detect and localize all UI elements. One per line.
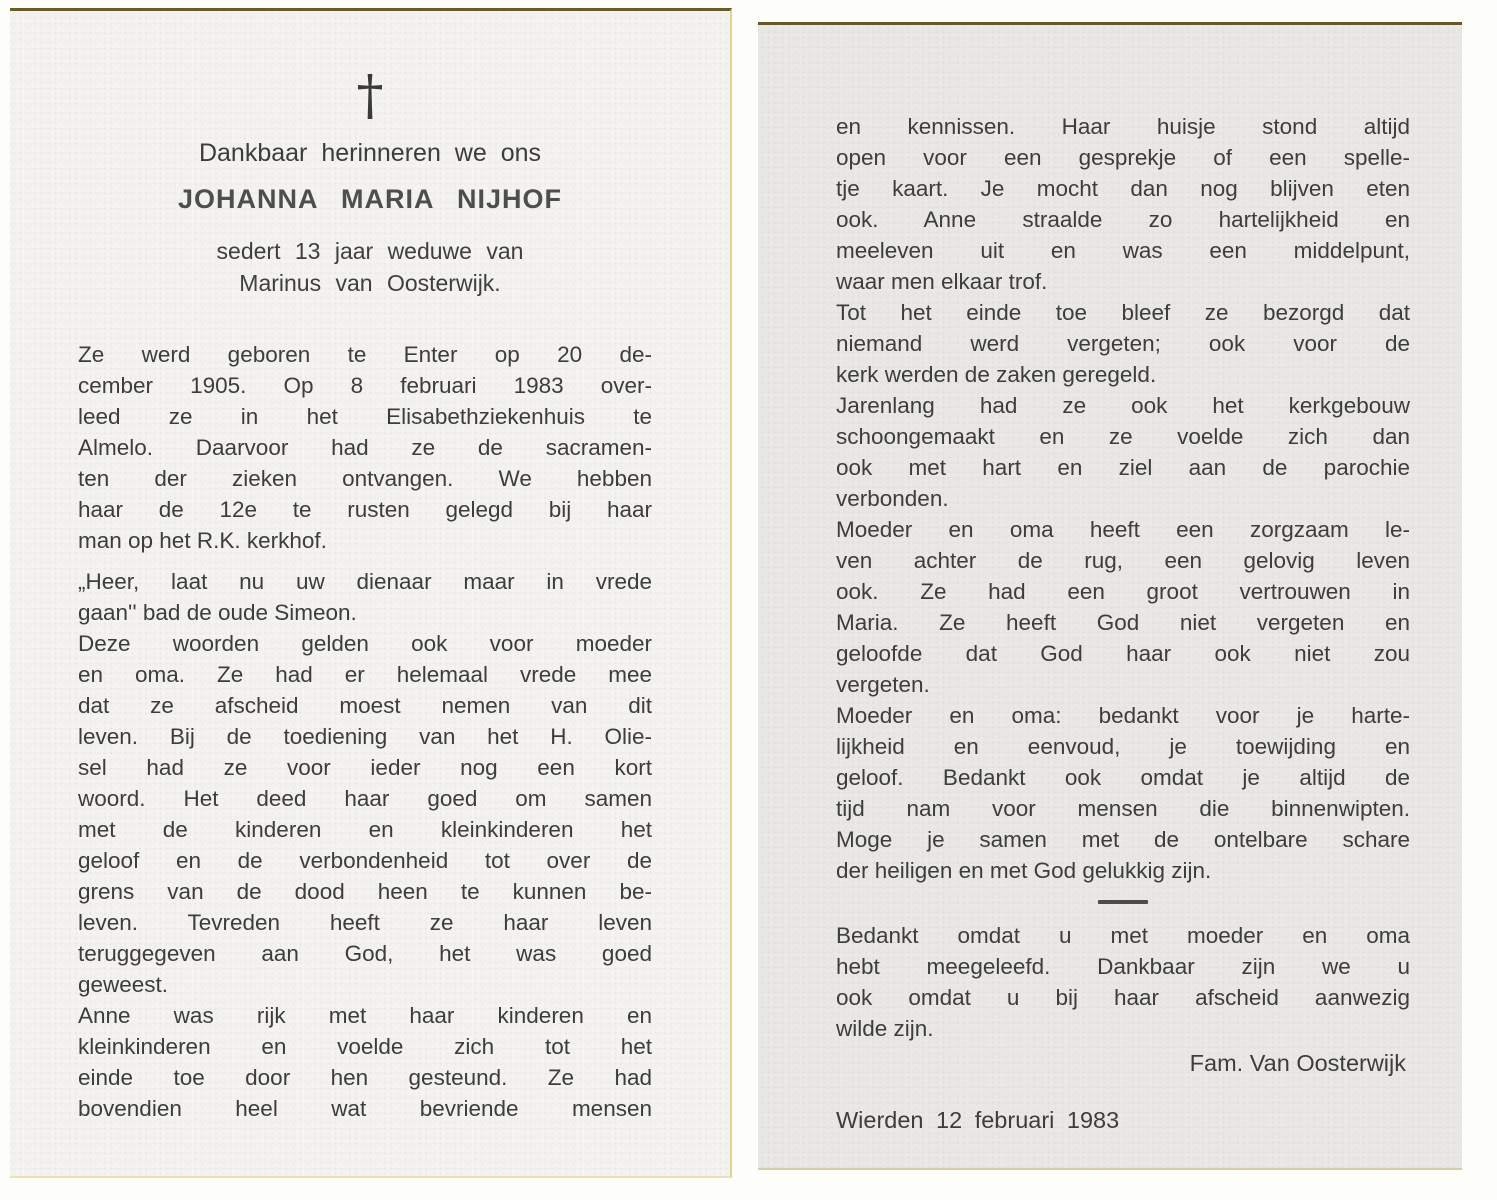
text-line: schoongemaakt en ze voelde zich dan <box>836 424 1410 449</box>
paragraph <box>836 514 1410 700</box>
text-line: Moeder en oma: bedankt voor je harte- <box>836 703 1410 728</box>
widow-subtitle <box>10 235 730 299</box>
text-line: der heiligen en met God gelukkig zijn. <box>836 858 1212 883</box>
text-line: tje kaart. Je mocht dan nog blijven eten <box>836 176 1410 201</box>
text-line: Tot het einde toe bleef ze bezorgd dat <box>836 300 1410 325</box>
paragraph <box>78 339 652 556</box>
text-line: haar de 12e te rusten gelegd bij haar <box>78 497 652 522</box>
text-line: ten der zieken ontvangen. We hebben <box>78 466 652 491</box>
text-line: einde toe door hen gesteund. Ze had <box>78 1065 652 1090</box>
section-divider <box>1098 900 1148 904</box>
subtitle-line-2: Marinus van Oosterwijk. <box>239 270 501 296</box>
text-line: wilde zijn. <box>836 1016 934 1041</box>
text-line: bovendien heel wat bevriende mensen <box>78 1096 652 1121</box>
paragraph <box>836 920 1410 1044</box>
text-line: open voor een gesprekje of een spelle- <box>836 145 1410 170</box>
text-line: geloof en de verbondenheid tot over de <box>78 848 652 873</box>
text-line: Moeder en oma heeft een zorgzaam le- <box>836 517 1410 542</box>
text-line: dat ze afscheid moest nemen van dit <box>78 693 652 718</box>
text-line: ook met hart en ziel aan de parochie <box>836 455 1410 480</box>
family-signature: Fam. Van Oosterwijk <box>1189 1050 1406 1076</box>
text-line: man op het R.K. kerkhof. <box>78 528 327 553</box>
text-line: en kennissen. Haar huisje stond altijd <box>836 114 1410 139</box>
text-line: grens van de dood heen te kunnen be- <box>78 879 652 904</box>
intro-text: Dankbaar herinneren we ons <box>198 139 542 167</box>
paragraph <box>836 700 1410 886</box>
text-line: waar men elkaar trof. <box>836 269 1048 294</box>
text-line: geloof. Bedankt ook omdat je altijd de <box>836 765 1410 790</box>
paragraph <box>836 297 1410 390</box>
cross-icon: † <box>356 64 384 127</box>
text-line: ook. Ze had een groot vertrouwen in <box>836 579 1410 604</box>
right-page-paragraphs <box>836 111 1410 886</box>
paragraph <box>836 111 1410 297</box>
text-line: niemand werd vergeten; ook voor de <box>836 331 1410 356</box>
text-line: hebt meegeleefd. Dankbaar zijn we u <box>836 954 1410 979</box>
text-line: Maria. Ze heeft God niet vergeten en <box>836 610 1410 635</box>
text-line: tijd nam voor mensen die binnenwipten. <box>836 796 1410 821</box>
text-line: Bedankt omdat u met moeder en oma <box>836 923 1410 948</box>
text-line: leven. Tevreden heeft ze haar leven <box>78 910 652 935</box>
text-line: lijkheid en eenvoud, je toewijding en <box>836 734 1410 759</box>
text-line: Anne was rijk met haar kinderen en <box>78 1003 652 1028</box>
text-line: teruggegeven aan God, het was goed <box>78 941 652 966</box>
text-line: Moge je samen met de ontelbare schare <box>836 827 1410 852</box>
text-line: ven achter de rug, een gelovig leven <box>836 548 1410 573</box>
text-line: Jarenlang had ze ook het kerkgebouw <box>836 393 1410 418</box>
left-page-body <box>78 339 652 1124</box>
right-page-body <box>836 111 1410 1136</box>
text-line: vergeten. <box>836 672 930 697</box>
dateline: Wierden 12 februari 1983 <box>836 1107 1120 1133</box>
text-line: sel had ze voor ieder nog een kort <box>78 755 652 780</box>
text-line: ook. Anne straalde zo hartelijkheid en <box>836 207 1410 232</box>
text-line: Almelo. Daarvoor had ze de sacramen- <box>78 435 652 460</box>
text-line: en oma. Ze had er helemaal vrede mee <box>78 662 652 687</box>
text-line: verbonden. <box>836 486 949 511</box>
memorial-card-right-page <box>758 22 1462 1170</box>
text-line: Ze werd geboren te Enter op 20 de- <box>78 342 652 367</box>
text-line: geloofde dat God haar ook niet zou <box>836 641 1410 666</box>
text-line: kerk werden de zaken geregeld. <box>836 362 1157 387</box>
deceased-name: JOHANNA MARIA NIJHOF <box>177 184 562 214</box>
subtitle-line-1: sedert 13 jaar weduwe van <box>216 238 524 264</box>
text-line: leed ze in het Elisabethziekenhuis te <box>78 404 652 429</box>
text-line: kleinkinderen en voelde zich tot het <box>78 1034 652 1059</box>
paragraph <box>836 390 1410 514</box>
paragraph <box>78 628 652 1000</box>
text-line: leven. Bij de toediening van het H. Olie- <box>78 724 652 749</box>
text-line: woord. Het deed haar goed om samen <box>78 786 652 811</box>
paragraph <box>78 1000 652 1124</box>
text-line: „Heer, laat nu uw dienaar maar in vrede <box>78 569 652 594</box>
text-line: cember 1905. Op 8 februari 1983 over- <box>78 373 652 398</box>
paragraph <box>78 566 652 628</box>
text-line: met de kinderen en kleinkinderen het <box>78 817 652 842</box>
text-line: ook omdat u bij haar afscheid aanwezig <box>836 985 1410 1010</box>
closing-paragraph <box>836 920 1410 1044</box>
memorial-card-left-page <box>10 8 732 1178</box>
text-line: gaan'' bad de oude Simeon. <box>78 600 357 625</box>
text-line: geweest. <box>78 972 169 997</box>
text-line: meeleven uit en was een middelpunt, <box>836 238 1410 263</box>
text-line: Deze woorden gelden ook voor moeder <box>78 631 652 656</box>
